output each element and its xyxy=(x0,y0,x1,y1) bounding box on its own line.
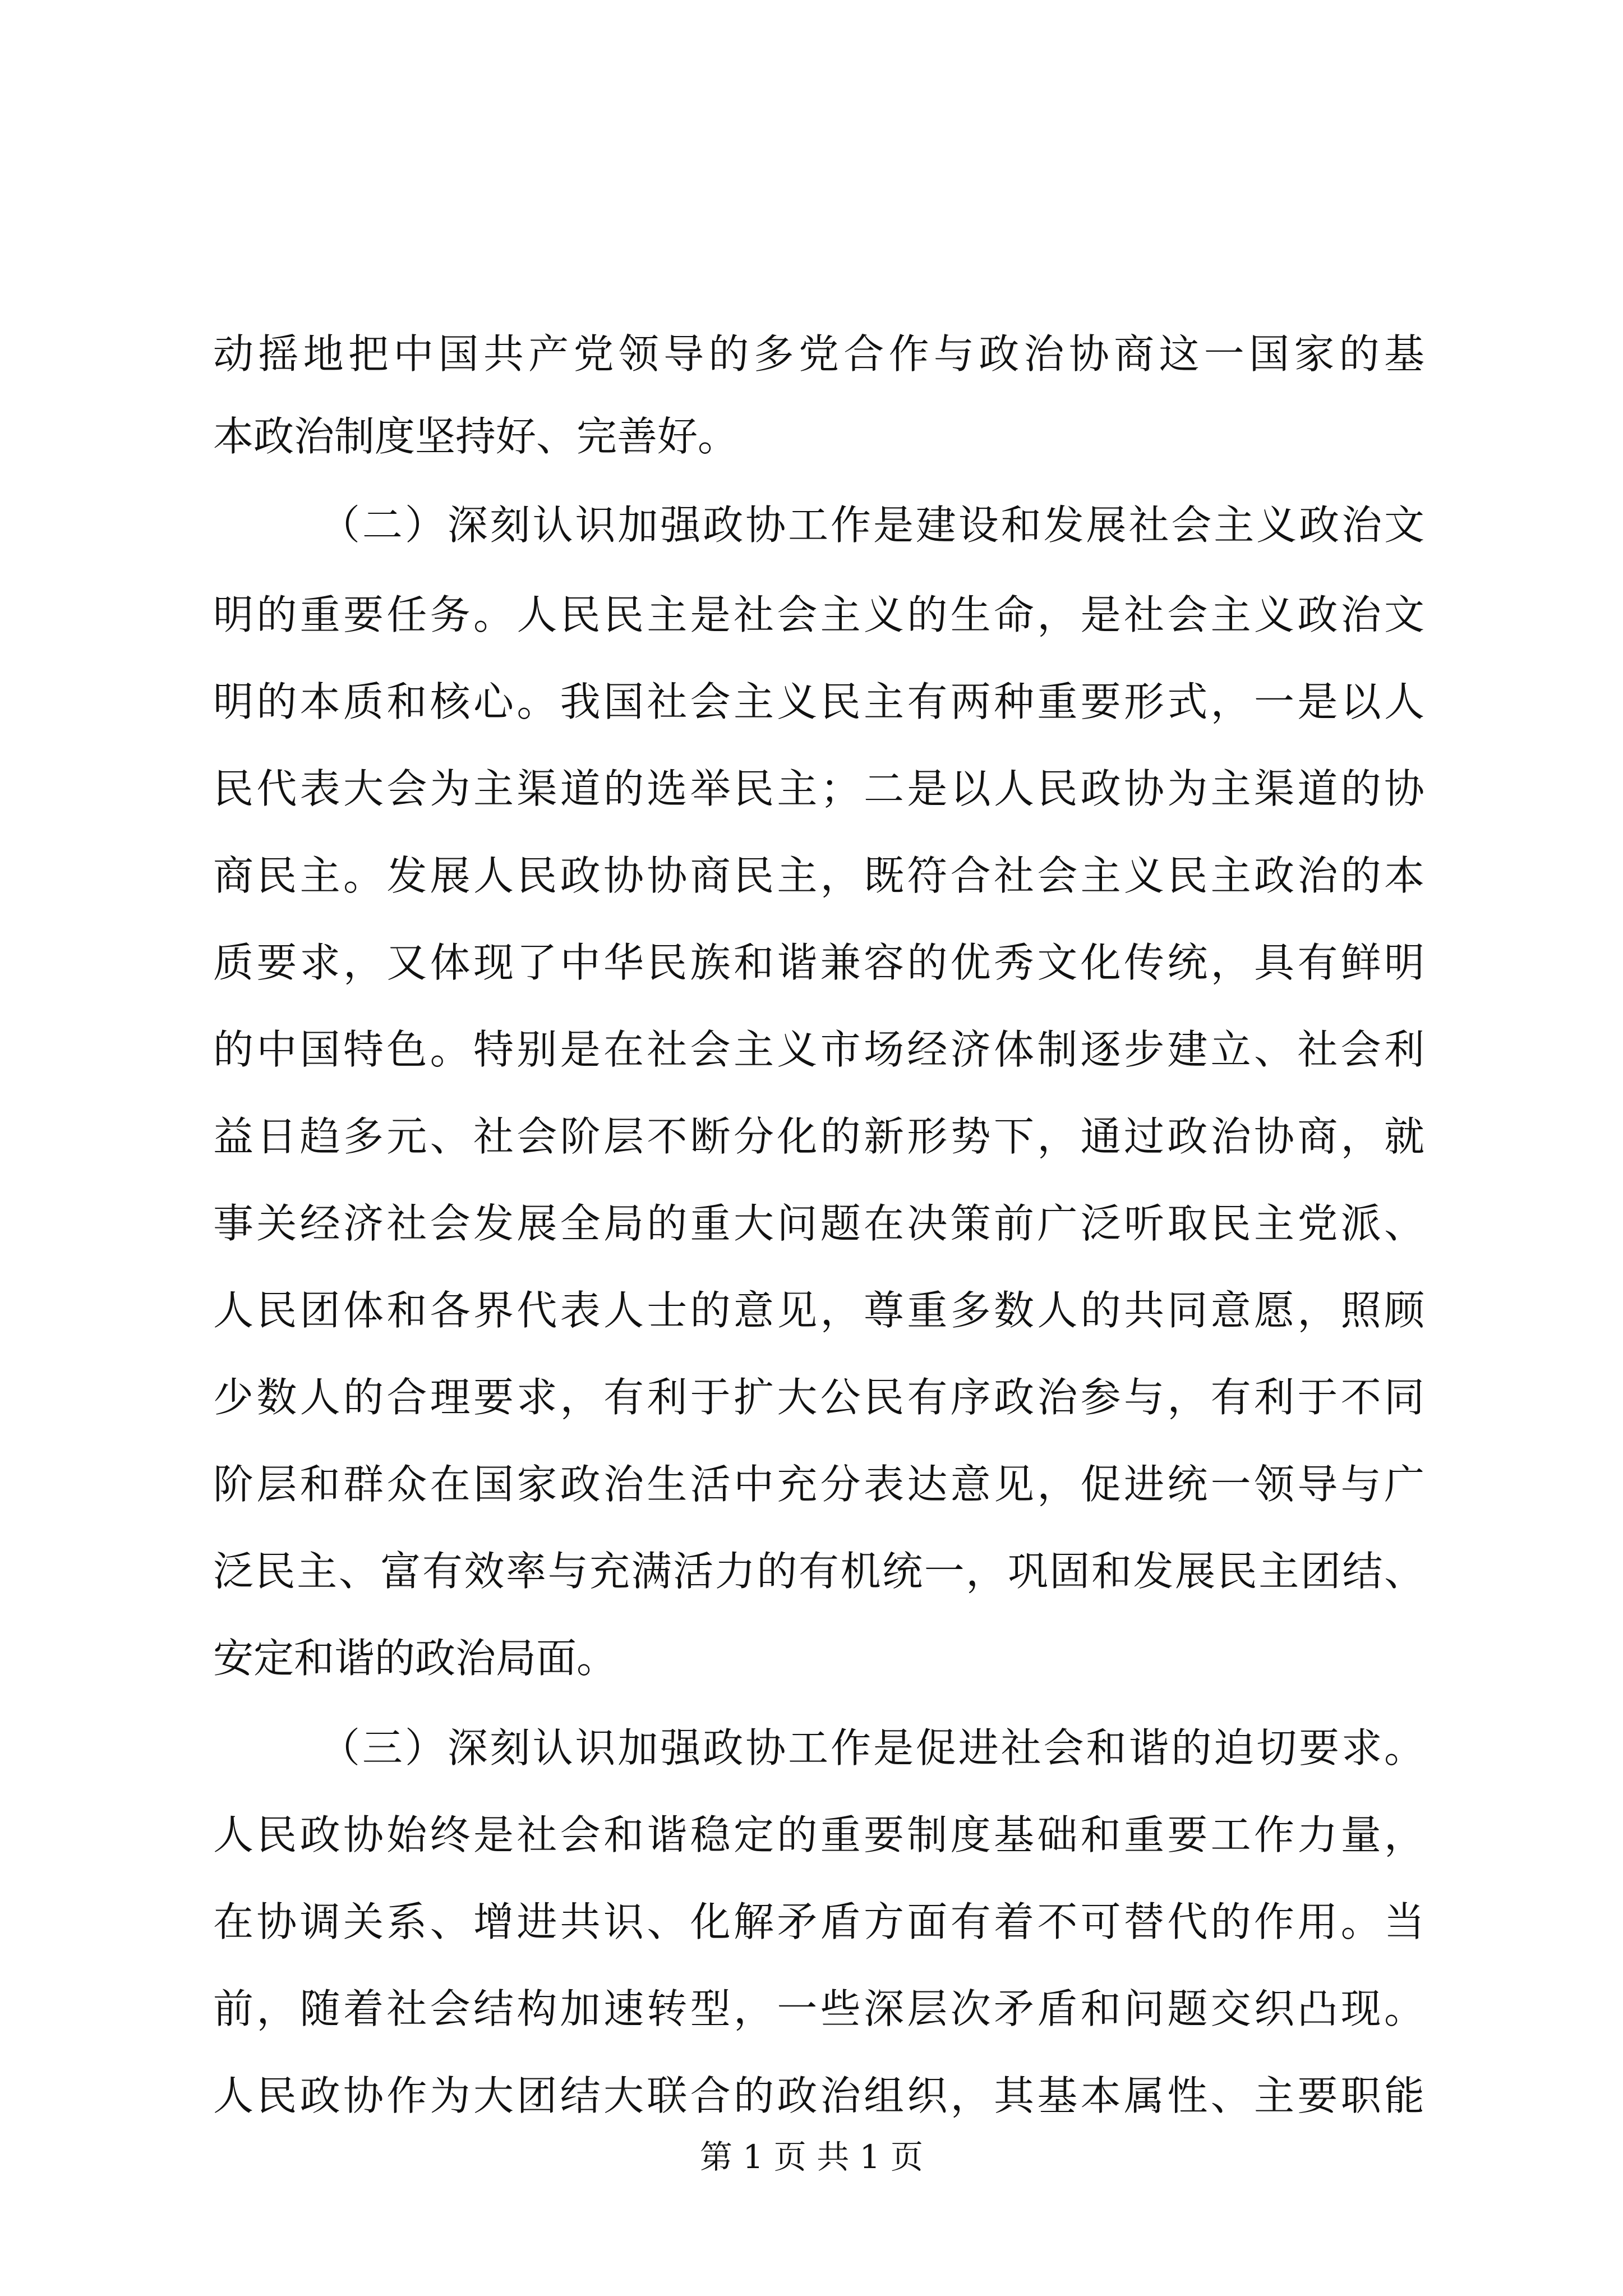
text-line: 明的重要任务。人民民主是社会主义的生命，是社会主义政治文 xyxy=(213,591,1424,638)
text-line: 商民主。发展人民政协协商民主，既符合社会主义民主政治的本 xyxy=(213,852,1424,899)
text-line: 安定和谐的政治局面。 xyxy=(213,1635,617,1682)
text-line: 民代表大会为主渠道的选举民主；二是以人民政协为主渠道的协 xyxy=(213,765,1424,812)
text-line: 人民政协始终是社会和谐稳定的重要制度基础和重要工作力量， xyxy=(213,1811,1424,1858)
paragraph-heading-line: （三）深刻认识加强政协工作是促进社会和谐的迫切要求。 xyxy=(320,1724,1424,1772)
text-line: 在协调关系、增进共识、化解矛盾方面有着不可替代的作用。当 xyxy=(213,1898,1424,1945)
text-line: 动摇地把中国共产党领导的多党合作与政治协商这一国家的基 xyxy=(213,330,1424,378)
text-line: 阶层和群众在国家政治生活中充分表达意见，促进统一领导与广 xyxy=(213,1461,1424,1508)
text-line: 泛民主、富有效率与充满活力的有机统一，巩固和发展民主团结、 xyxy=(213,1548,1424,1595)
text-line: 事关经济社会发展全局的重大问题在决策前广泛听取民主党派、 xyxy=(213,1200,1424,1247)
paragraph-heading-line: （二）深刻认识加强政协工作是建设和发展社会主义政治文 xyxy=(320,501,1424,549)
text-line: 明的本质和核心。我国社会主义民主有两种重要形式，一是以人 xyxy=(213,678,1424,725)
page-number-footer: 第 1 页 共 1 页 xyxy=(700,2138,923,2176)
text-line: 少数人的合理要求，有利于扩大公民有序政治参与，有利于不同 xyxy=(213,1374,1424,1421)
text-line: 质要求，又体现了中华民族和谐兼容的优秀文化传统，具有鲜明 xyxy=(213,939,1424,986)
text-line: 益日趋多元、社会阶层不断分化的新形势下，通过政治协商，就 xyxy=(213,1113,1424,1160)
text-line: 人民团体和各界代表人士的意见，尊重多数人的共同意愿，照顾 xyxy=(213,1287,1424,1334)
text-line: 本政治制度坚持好、完善好。 xyxy=(213,413,739,460)
text-line: 人民政协作为大团结大联合的政治组织，其基本属性、主要职能 xyxy=(213,2072,1424,2119)
text-line: 前，随着社会结构加速转型，一些深层次矛盾和问题交织凸现。 xyxy=(213,1985,1424,2032)
text-line: 的中国特色。特别是在社会主义市场经济体制逐步建立、社会利 xyxy=(213,1026,1424,1073)
